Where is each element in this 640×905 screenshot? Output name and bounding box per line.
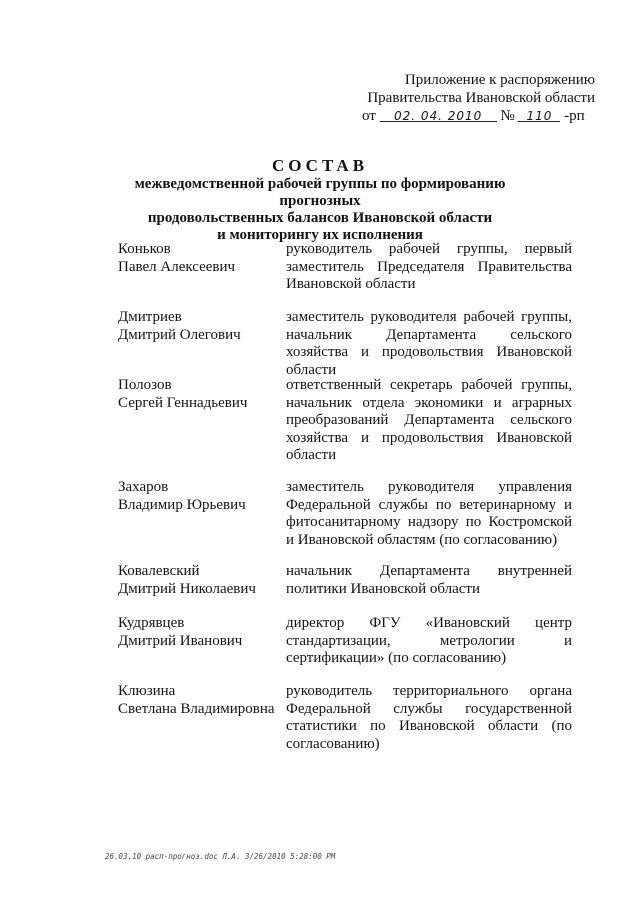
member-surname: Кудрявцев xyxy=(118,615,185,631)
appendix-line-1: Приложение к распоряжению xyxy=(404,72,595,88)
title-line-1: межведомственной рабочей группы по формированию прогнозных xyxy=(134,176,506,209)
title-line-3: и мониторингу их исполнения xyxy=(217,227,423,243)
member-given-names: Павел Алексеевич xyxy=(118,258,236,275)
member-role: ответственный секретарь рабочей группы, начальник отдела экономики и аграрных преобразований Департамента сельского хозяйства и продовольствия Ивановской области xyxy=(286,377,572,463)
file-footer: 26.03.10 расп-прогноз.doc Л.А. 3/26/2010 5:28:00 PM xyxy=(105,852,336,861)
member-surname: Дмитриев xyxy=(118,309,182,325)
title-heading: СОСТАВ xyxy=(271,156,369,175)
number-field xyxy=(518,107,560,122)
member-role: начальник Департамента внутренней политики Ивановской области xyxy=(286,563,572,597)
title-line-2: продовольственных балансов Ивановской области xyxy=(147,210,493,226)
member-name xyxy=(118,479,278,514)
member-given-names: Дмитрий Олегович xyxy=(118,326,241,343)
member-role: заместитель руководителя рабочей группы, начальник Департамента сельского хозяйства и продовольствия Ивановской области xyxy=(286,309,572,378)
member-role: директор ФГУ «Ивановский центр стандартизации, метрологии и сертификации» (по согласованию) xyxy=(286,615,572,666)
member-name xyxy=(118,615,278,650)
from-label: от xyxy=(362,108,376,124)
appendix-header xyxy=(355,71,595,125)
handwritten-date: 02. 04. 2010 xyxy=(393,109,483,123)
handwritten-number: 110 xyxy=(526,109,553,123)
member-given-names: Сергей Геннадьевич xyxy=(118,394,248,411)
member-name xyxy=(118,377,278,412)
member-role: заместитель руководителя управления Федеральной службы по ветеринарному и фитосанитарному надзору по Костромской и Ивановской областям (по согласованию) xyxy=(286,479,572,548)
member-surname: Полозов xyxy=(118,377,172,393)
member-given-names: Владимир Юрьевич xyxy=(118,496,246,513)
member-given-names: Дмитрий Иванович xyxy=(118,632,243,649)
date-field xyxy=(380,107,497,122)
member-surname: Клюзина xyxy=(118,683,176,699)
number-suffix: -рп xyxy=(564,108,585,124)
member-role: руководитель рабочей группы, первый заместитель Председателя Правительства Ивановской области xyxy=(286,241,572,292)
member-role: руководитель территориального органа Федеральной службы государственной статистики по Ивановской области (по согласованию) xyxy=(286,683,572,752)
member-name xyxy=(118,683,278,718)
document-title xyxy=(100,156,540,244)
member-surname: Ковалевский xyxy=(118,563,200,579)
appendix-line-2: Правительства Ивановской области xyxy=(367,90,595,106)
member-given-names: Дмитрий Николаевич xyxy=(118,580,256,597)
member-name xyxy=(118,241,278,276)
number-label: № xyxy=(500,108,515,124)
member-given-names: Светлана Владимировна xyxy=(118,700,275,717)
appendix-date-line xyxy=(355,107,595,125)
member-surname: Коньков xyxy=(118,241,171,257)
member-name xyxy=(118,309,278,344)
member-surname: Захаров xyxy=(118,479,169,495)
member-name xyxy=(118,563,278,598)
